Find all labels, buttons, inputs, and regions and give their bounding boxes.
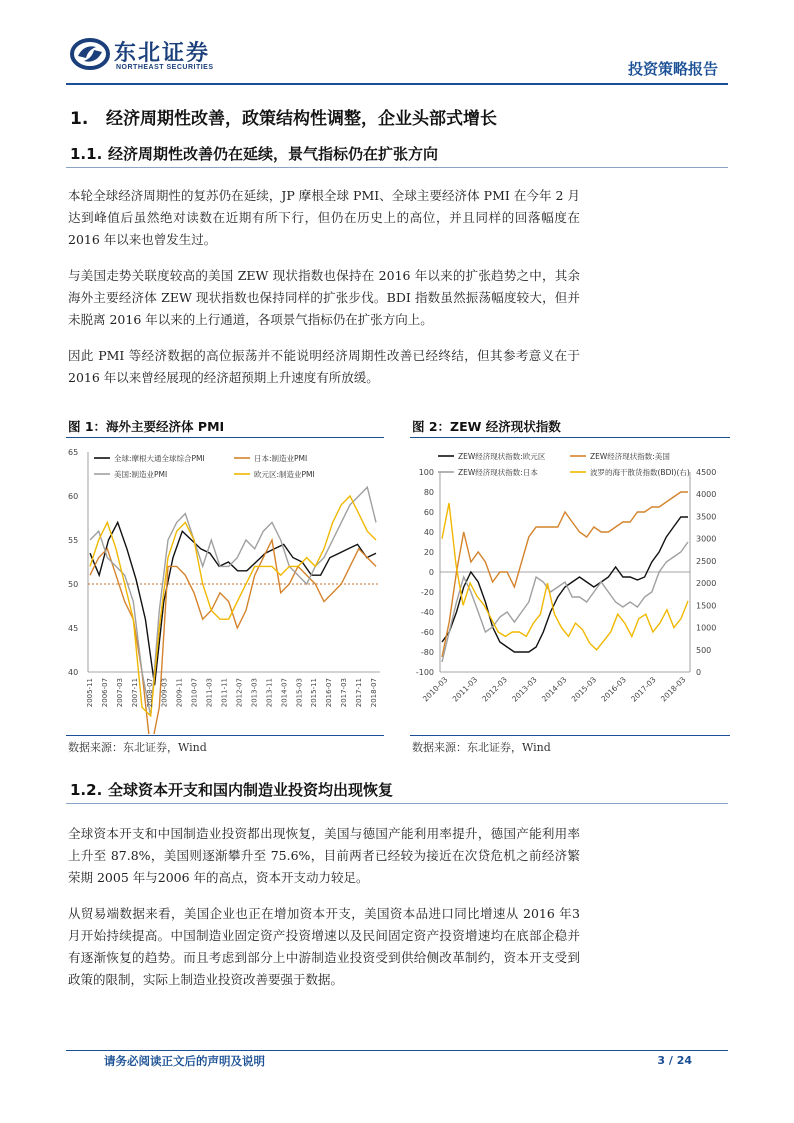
y-tick-label: 55 [68,536,79,545]
legend-label: 美国:制造业PMI [114,470,168,479]
y-tick-label: 80 [423,488,434,497]
series-line-2 [442,542,688,662]
subsection-number: 1.2. [70,781,103,799]
y2-tick-label: 3000 [696,534,717,544]
y-tick-label: 0 [428,568,434,577]
y2-tick-label: 0 [696,668,702,677]
x-tick-label: 2014-03 [539,675,569,704]
x-tick-label: 2013-03 [510,675,539,704]
brand-name: 东北证券 [114,41,211,66]
legend-label: ZEW经济现状指数:美国 [590,452,670,461]
legend-label: 欧元区:制造业PMI [254,470,315,479]
series-line-3 [442,503,688,650]
subsection-heading [70,779,393,800]
x-tick-label: 2015-03 [569,675,599,704]
report-type: 投资策略报告 [627,60,718,78]
y-tick-label: 50 [68,580,79,589]
x-tick-label: 2017-03 [340,677,349,708]
paragraph: 与美国走势关联度较高的美国 ZEW 现状指数也保持在 2016 年以来的扩张趋势之中，其余海外主要经济体 ZEW 现状指数也保持同样的扩张步伐。BDI 指数虽然振荡幅度较大，但并未脱离 2016 年以来的上行通道，各项景气指标仍在扩张方向上。 [68,268,580,327]
y-tick-label: 40 [68,668,79,677]
legend-label: 全球:摩根大通全球综合PMI [114,454,205,463]
x-tick-label: 2018-03 [658,675,688,704]
y-tick-label: 40 [423,528,434,537]
y2-tick-label: 1000 [696,623,717,633]
x-tick-label: 2009-03 [160,677,169,708]
x-tick-label: 2018-07 [370,678,378,708]
x-tick-label: 2012-07 [235,678,244,708]
y2-tick-label: 500 [696,645,712,655]
brand-name-en: NORTHEAST SECURITIES [116,64,214,71]
y2-tick-label: 1500 [696,601,717,611]
header-divider [66,83,728,85]
page-number: 3 / 24 [657,1054,692,1067]
x-tick-label: 2006-07 [100,677,109,708]
x-tick-label: 2011-03 [450,675,480,704]
legend-label: ZEW经济现状指数:日本 [458,468,538,477]
figure-1-top-rule [66,437,384,438]
y2-tick-label: 2500 [696,556,717,566]
y-tick-label: -80 [420,648,434,657]
x-tick-label: 2015-03 [295,678,304,708]
paragraph: 本轮全球经济周期性的复苏仍在延续，JP 摩根全球 PMI、全球主要经济体 PMI 在今年 2 月达到峰值后虽然绝对读数在近期有所下行，但仍在历史上的高位，并且同样的回落幅度在 2016 年以来也曾发生过。 [68,188,580,247]
figure-1-title: 图 1：海外主要经济体 PMI [68,419,225,434]
y-tick-label: -100 [415,668,434,677]
pmi-chart [66,444,384,734]
footer-disclaimer: 请务必阅读正文后的声明及说明 [104,1054,265,1068]
subsection-title: 全球资本开支和国内制造业投资均出现恢复 [108,781,394,799]
x-tick-label: 2013-11 [265,678,274,708]
figure-2-source: 数据来源：东北证券，Wind [412,741,551,754]
subsection-number: 1.1. [70,145,103,163]
y-tick-label: 60 [423,508,434,517]
x-tick-label: 2008-07 [145,678,154,708]
y-tick-label: 100 [418,468,434,477]
paragraph: 从贸易端数据来看，美国企业也正在增加资本开支，美国资本品进口同比增速从 2016 年3 月开始持续提高。中国制造业固定资产投资增速以及民间固定资产投资增速均在底部企稳并有逐渐恢复的趋势。而且考虑到部分上中游制造业投资受到供给侧改革制约，资本开支受到政策的限制，实际上制造业投资改善要强于数据。 [68,906,580,987]
legend-label: 日本:制造业PMI [254,454,308,463]
x-tick-label: 2010-03 [420,675,450,704]
subsection-title: 经济周期性改善仍在延续，景气指标仍在扩张方向 [108,145,439,163]
y2-tick-label: 3500 [696,512,717,522]
figure-2-title: 图 2：ZEW 经济现状指数 [412,419,561,434]
y-tick-label: -20 [420,588,434,597]
paragraph: 全球资本开支和中国制造业投资都出现恢复，美国与德国产能利用率提升，德国产能利用率上升至 87.8%，美国则逐渐攀升至 75.6%，目前两者已经较为接近在次贷危机之前经济繁荣期 2005 年与2006 年的高点，资本开支动力较足。 [68,826,580,885]
zew-chart [410,444,730,734]
x-tick-label: 2014-07 [280,677,289,708]
y2-tick-label: 4000 [696,490,717,500]
paragraph: 因此 PMI 等经济数据的高位振荡并不能说明经济周期性改善已经终结，但其参考意义在于 2016 年以来曾经展现的经济超预期上升速度有所放缓。 [68,348,580,385]
y-tick-label: -60 [420,628,434,637]
subsection-divider [66,803,728,804]
x-tick-label: 2013-03 [250,677,259,708]
legend-label: ZEW经济现状指数:欧元区 [458,452,546,461]
figure-1-source: 数据来源：东北证券，Wind [68,741,207,754]
x-tick-label: 2007-03 [115,678,124,708]
y-tick-label: 20 [423,548,434,557]
section-number: 1. [70,109,89,129]
x-tick-label: 2016-07 [325,678,334,708]
figure-1-bottom-rule [66,735,384,736]
x-tick-label: 2017-03 [629,675,658,704]
x-tick-label: 2017-11 [355,678,364,708]
y-tick-label: 65 [68,448,79,457]
legend-label: 波罗的海干散货指数(BDI)(右) [590,468,690,477]
x-tick-label: 2012-03 [480,675,509,704]
footer-divider [66,1050,728,1051]
x-tick-label: 2010-07 [190,677,199,708]
subsection-divider [66,167,728,168]
logo-icon [70,38,110,70]
x-tick-label: 2009-11 [175,678,184,708]
x-tick-label: 2011-03 [205,678,214,708]
y-tick-label: 60 [68,492,79,501]
y-tick-label: -40 [420,608,434,617]
x-tick-label: 2015-11 [310,677,319,708]
figure-2-top-rule [410,437,730,438]
subsection-heading [70,143,438,164]
y2-tick-label: 4500 [696,468,717,477]
y2-tick-label: 2000 [696,579,717,589]
x-tick-label: 2007-11 [130,677,139,708]
x-tick-label: 2011-11 [220,677,229,708]
figure-2-bottom-rule [410,735,730,736]
x-tick-label: 2016-03 [599,675,628,704]
x-tick-label: 2005-11 [86,678,94,708]
section-heading [70,104,497,129]
y-tick-label: 45 [68,624,79,633]
section-title: 经济周期性改善，政策结构性调整，企业头部式增长 [106,109,497,129]
